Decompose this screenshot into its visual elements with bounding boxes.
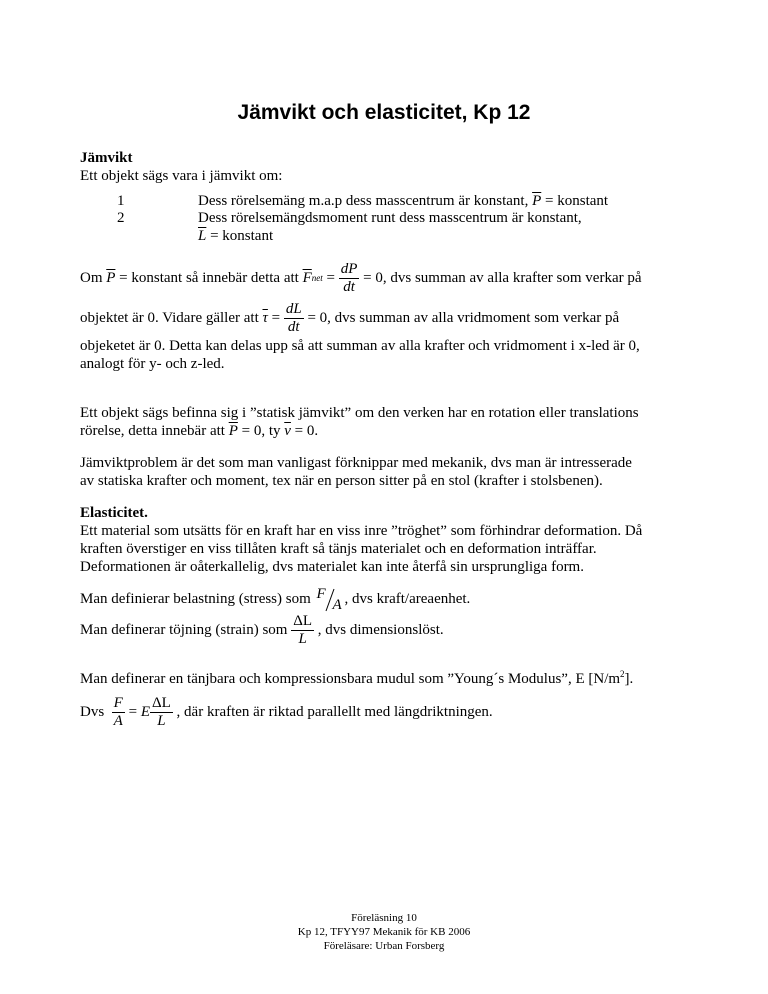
statisk-text-b: , ty xyxy=(261,423,281,439)
list-item-1-eq: = konstant xyxy=(545,193,609,209)
young-superscript: 2 xyxy=(620,669,625,679)
hooke-equals: = xyxy=(128,704,138,720)
hooke-equation xyxy=(80,692,493,732)
eq-zero-3: = 0 xyxy=(241,423,262,439)
page-title: Jämvikt och elasticitet, Kp 12 xyxy=(237,101,531,124)
momentum-symbol-3: $\overline{P}$ xyxy=(228,423,238,439)
f-over-a-fraction xyxy=(112,695,125,730)
young-text-a: Man definerar en tänjbara och kompressionsbara mudul som ”Young´s Modulus”, E [N/m xyxy=(80,671,621,687)
statisk-line-1: Ett objekt sägs befinna sig i ”statisk jämvikt” om den verken har en rotation eller translations xyxy=(80,405,639,421)
hooke-delta-l: ΔL xyxy=(151,694,171,711)
list-item-2-eq-line xyxy=(198,226,273,246)
dvs-word: Dvs xyxy=(80,704,105,720)
stress-a: A xyxy=(332,597,342,613)
om-word: Om xyxy=(80,270,103,286)
hooke-l: L xyxy=(157,712,166,729)
elasticitet-line-2: kraften överstiger en viss tillåten kraft så tänjs materialet och en deformation inträffar. xyxy=(80,541,597,557)
footer-line-3: Föreläsare: Urban Forsberg xyxy=(323,940,445,952)
stress-text-b: , dvs kraft/areaenhet. xyxy=(344,591,471,607)
velocity-symbol: $\overline{v}$ xyxy=(284,423,291,439)
hooke-delta-l-over-l xyxy=(150,695,173,730)
eq-zero-4: = 0 xyxy=(294,423,315,439)
p2-text-a: objektet är 0. Vidare gäller att xyxy=(80,310,259,326)
equals-sign-2: = xyxy=(271,310,281,326)
strain-denominator: L xyxy=(291,630,314,648)
jamvikt-intro: Ett objekt sägs vara i jämvikt om: xyxy=(80,168,283,184)
p2-text-b: , dvs summan av alla vridmoment som verkar på xyxy=(327,310,620,326)
problem-line-2: av statiska krafter och moment, tex när en person sitter på en stol (krafter i stolsbenen). xyxy=(80,473,603,489)
delta-l-over-l xyxy=(291,613,314,648)
torque-symbol: $\overline{\tau}$ xyxy=(262,310,268,326)
dp-dt-fraction xyxy=(339,261,360,296)
strain-text-b: , dvs dimensionslöst. xyxy=(317,622,444,638)
p3-line-2: analogt för y- och z-led. xyxy=(80,356,225,372)
list-item-1-text: Dess rörelsemäng m.a.p dess masscentrum är konstant, xyxy=(198,193,529,209)
hooke-f: F xyxy=(113,694,123,711)
stress-f: F xyxy=(316,586,326,602)
dl-dt-fraction xyxy=(284,301,304,336)
dp-numerator: dP xyxy=(340,260,358,277)
net-subscript: net xyxy=(311,273,323,283)
hooke-e: E xyxy=(140,704,150,720)
strain-text-a: Man definerar töjning (strain) som xyxy=(80,622,288,638)
p3-line-1: objeketet är 0. Detta kan delas upp så att summan av alla krafter och vridmoment i x-led är 0, xyxy=(80,338,640,354)
momentum-symbol-2: $\overline{P}$ xyxy=(106,270,116,286)
young-modulus-line xyxy=(80,664,633,689)
elasticitet-line-1: Ett material som utsätts för en kraft har en viss inre ”tröghet” som förhindrar deformation. Då xyxy=(80,523,643,539)
force-symbol: $\overline{F}$ xyxy=(302,270,312,286)
young-text-b: ]. xyxy=(624,671,634,687)
strain-definition xyxy=(80,610,444,650)
list-item-2-eq: = konstant xyxy=(210,228,274,244)
footer-line-2: Kp 12, TFYY97 Mekanik för KB 2006 xyxy=(297,926,471,938)
list-item-2-text: Dess rörelsemängdsmoment runt dess masscentrum är konstant, xyxy=(198,210,582,226)
p1-text-a: = konstant så innebär detta att xyxy=(119,270,299,286)
eq-zero: = 0 xyxy=(363,270,383,286)
stress-text-a: Man definierar belastning (stress) som xyxy=(80,591,311,607)
section-heading-jamvikt: Jämvikt xyxy=(80,150,133,166)
section-heading-elasticitet: Elasticitet. xyxy=(80,505,148,521)
dl-numerator: dL xyxy=(285,300,302,317)
paragraph-torque xyxy=(80,298,619,338)
dt-denominator: dt xyxy=(343,278,355,295)
paragraph-net-force xyxy=(80,258,642,298)
dvs-text-b: , där kraften är riktad parallellt med längdriktningen. xyxy=(176,704,493,720)
statisk-line-2: rörelse, detta innebär att $\overline{P} = 0$, ty $\overline{v} = 0$. xyxy=(80,423,319,439)
eq-zero-2: = 0 xyxy=(307,310,328,326)
list-item-number-1: 1 xyxy=(117,193,125,209)
problem-line-1: Jämviktproblem är det som man vanligast förknippar med mekanik, dvs man är intresserade xyxy=(80,455,632,471)
statisk-text-a: rörelse, detta innebär att xyxy=(80,423,225,439)
angular-momentum-symbol: $\overline{L}$ xyxy=(198,228,207,244)
dt-denominator-2: dt xyxy=(287,318,300,335)
strain-numerator xyxy=(291,613,314,630)
footer-line-1: Föreläsning 10 xyxy=(351,912,417,924)
elasticitet-line-3: Deformationen är oåterkallelig, dvs materialet kan inte återfå sin ursprungliga form. xyxy=(80,559,584,575)
list-item-number-2: 2 xyxy=(117,210,125,226)
equals-sign: = xyxy=(326,270,335,286)
hooke-a: A xyxy=(113,712,123,729)
delta-l: ΔL xyxy=(293,612,313,629)
momentum-symbol: $\overline{P}$ xyxy=(532,193,542,209)
p1-text-b: , dvs summan av alla krafter som verkar på xyxy=(382,270,642,286)
